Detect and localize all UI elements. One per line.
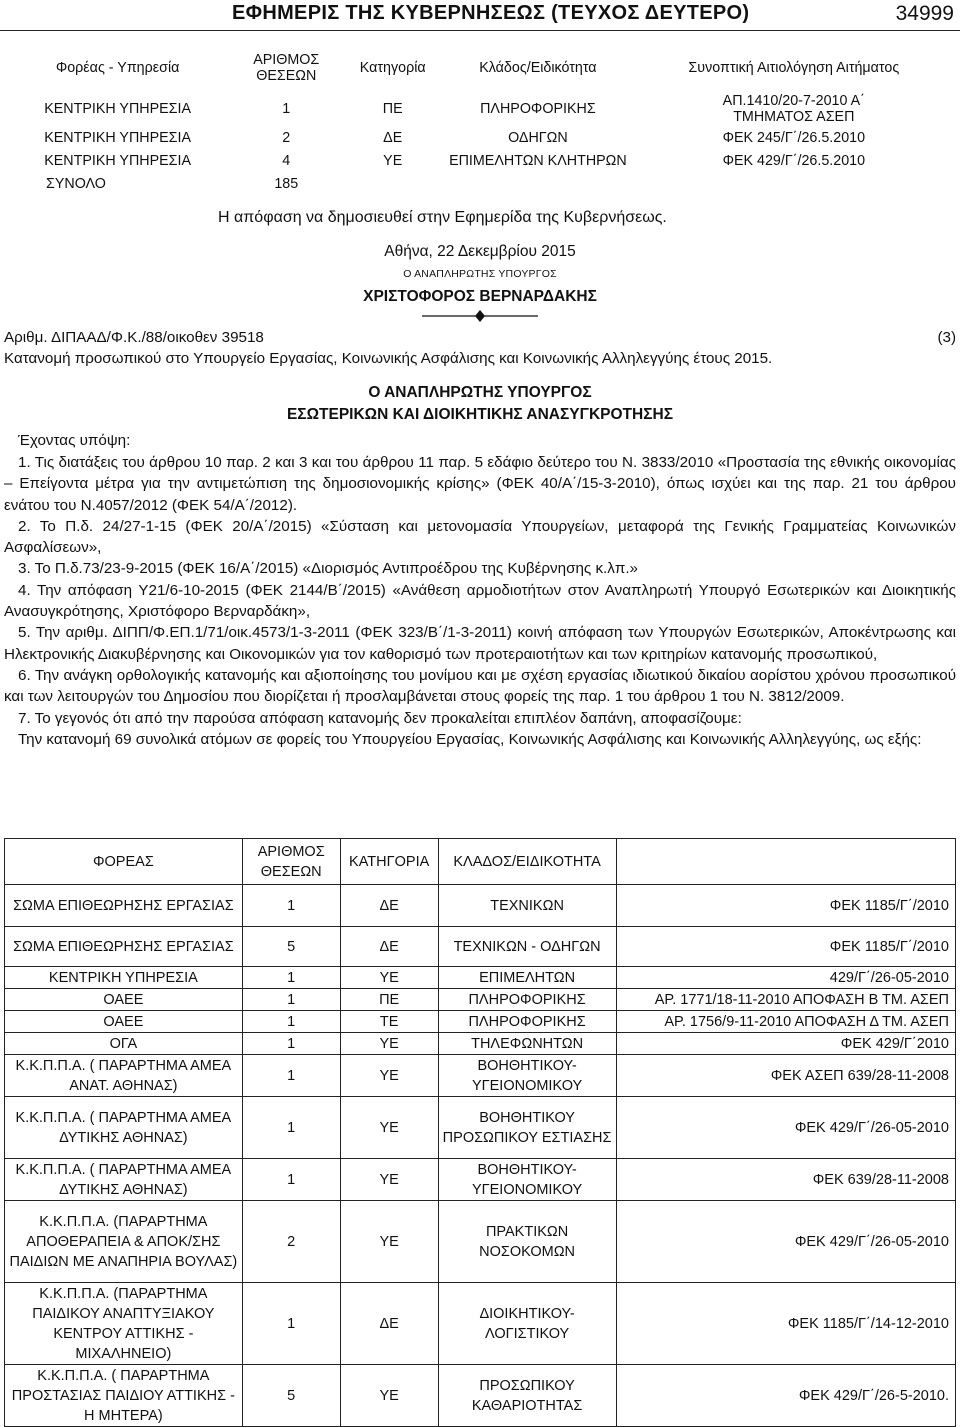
table-total-row bbox=[4, 172, 956, 195]
decision-subject: Κατανομή προσωπικού στο Υπουργείο Εργασίας, Κοινωνικής Ασφάλισης και Κοινωνικής Αλληλεγγύης έτους 2015. bbox=[4, 350, 773, 367]
table-cell: ΤΕΧΝΙΚΩΝ - ΟΔΗΓΩΝ bbox=[438, 927, 616, 967]
table-cell: ΦΕΚ 1185/Γ΄/2010 bbox=[616, 885, 955, 927]
paragraph: 3. Το Π.δ.73/23-9-2015 (ΦΕΚ 16/Α΄/2015) «Διορισμός Αντιπροέδρου της Κυβέρνησης κ.λπ.» bbox=[18, 560, 638, 578]
table-row bbox=[5, 1159, 956, 1201]
table-cell: ΔΕ bbox=[340, 885, 438, 927]
column-header: ΦΟΡΕΑΣ bbox=[5, 839, 243, 885]
table-cell: 4 bbox=[282, 152, 291, 169]
authority-line-1: Ο ΑΝΑΠΛΗΡΩΤΗΣ ΥΠΟΥΡΓΟΣ bbox=[368, 384, 592, 401]
paragraph: 5. Την αριθμ. ΔΙΠΠ/Φ.ΕΠ.1/71/οικ.4573/1-3-2011 (ΦΕΚ 323/Β΄/1-3-2011) κοινή απόφαση των Υπουργών Εσωτερικών, Αποκέντρωσης και Ηλεκτρονικής Διακυβέρνησης και Οικονομικών για τον καθορισμό των προτεραιοτήτων και των κριτηρίων κατανομής προσωπικού, bbox=[4, 624, 956, 663]
decision-reference bbox=[4, 327, 956, 348]
table-cell: 1 bbox=[242, 1055, 340, 1097]
table-cell: ΥΕ bbox=[340, 1055, 438, 1097]
table-header-row bbox=[5, 839, 956, 885]
table-cell: ΚΕΝΤΡΙΚΗ ΥΠΗΡΕΣΙΑ bbox=[44, 101, 192, 117]
table-cell: ΟΓΑ bbox=[5, 1033, 243, 1055]
column-header: Κατηγορία bbox=[359, 60, 426, 76]
column-header: Φορέας - Υπηρεσία bbox=[55, 60, 180, 76]
table-cell: ΦΕΚ 639/28-11-2008 bbox=[616, 1159, 955, 1201]
table-cell: 429/Γ΄/26-05-2010 bbox=[616, 967, 955, 989]
table-cell: 5 bbox=[242, 927, 340, 967]
table-cell: Κ.Κ.Π.Π.Α. ( ΠΑΡΑΡΤΗΜΑ ΑΜΕΑ ΑΝΑΤ. ΑΘΗΝΑΣ) bbox=[5, 1055, 243, 1097]
table-cell: ΚΕΝΤΡΙΚΗ ΥΠΗΡΕΣΙΑ bbox=[44, 152, 192, 169]
paragraph: 4. Την απόφαση Υ21/6-10-2015 (ΦΕΚ 2144/Β΄/2015) «Ανάθεση αρμοδιοτήτων στον Αναπληρωτή Υπουργό Εσωτερικών και Διοικητικής Ανασυγκρότησης, Χριστόφορο Βερναρδάκη», bbox=[4, 581, 956, 621]
table-cell: ΤΗΛΕΦΩΝΗΤΩΝ bbox=[438, 1033, 616, 1055]
table-cell: ΦΕΚ 1185/Γ΄/14-12-2010 bbox=[616, 1283, 955, 1365]
allocation-table bbox=[4, 838, 956, 1427]
publication-note: Η απόφαση να δημοσιευθεί στην Εφημερίδα της Κυβερνήσεως. bbox=[218, 209, 667, 226]
table-cell: ΔΕ bbox=[340, 927, 438, 967]
table-cell: ΠΡΑΚΤΙΚΩΝ ΝΟΣΟΚΟΜΩΝ bbox=[438, 1201, 616, 1283]
table-cell: ΔΕ bbox=[383, 129, 403, 146]
table-cell: ΥΕ bbox=[340, 1365, 438, 1427]
table-cell: ΑΡ. 1771/18-11-2010 ΑΠΟΦΑΣΗ Β ΤΜ. ΑΣΕΠ bbox=[616, 989, 955, 1011]
table-cell: ΥΕ bbox=[340, 1033, 438, 1055]
total-value: 185 bbox=[274, 175, 299, 192]
table-cell: ΦΕΚ 429/Γ΄/26-05-2010 bbox=[616, 1201, 955, 1283]
table-cell: ΔΕ bbox=[340, 1283, 438, 1365]
table-cell: ΦΕΚ 1185/Γ΄/2010 bbox=[616, 927, 955, 967]
column-header: ΚΑΤΗΓΟΡΙΑ bbox=[340, 839, 438, 885]
table-cell: 1 bbox=[242, 967, 340, 989]
table-cell: ΥΕ bbox=[340, 967, 438, 989]
signature-place-date: Αθήνα, 22 Δεκεμβρίου 2015 bbox=[384, 243, 576, 260]
table-row bbox=[5, 967, 956, 989]
table-row bbox=[5, 1011, 956, 1033]
table-cell: Κ.Κ.Π.Π.Α. ( ΠΑΡΑΡΤΗΜΑ ΑΜΕΑ ΔΥΤΙΚΗΣ ΑΘΗΝΑΣ) bbox=[5, 1097, 243, 1159]
authority-line-2: ΕΣΩΤΕΡΙΚΩΝ ΚΑΙ ΔΙΟΙΚΗΤΙΚΗΣ ΑΝΑΣΥΓΚΡΟΤΗΣΗΣ bbox=[286, 406, 674, 423]
gazette-title: ΕΦΗΜΕΡΙΣ ΤΗΣ ΚΥΒΕΡΝΗΣΕΩΣ (ΤΕΥΧΟΣ ΔΕΥΤΕΡΟ) bbox=[232, 2, 750, 24]
table-cell: ΔΙΟΙΚΗΤΙΚΟΥ- ΛΟΓΙΣΤΙΚΟΥ bbox=[438, 1283, 616, 1365]
table-cell: ΦΕΚ 429/Γ΄/26-05-2010 bbox=[616, 1097, 955, 1159]
table-cell: ΠΡΟΣΩΠΙΚΟΥ ΚΑΘΑΡΙΟΤΗΤΑΣ bbox=[438, 1365, 616, 1427]
table-cell: 2 bbox=[282, 129, 291, 146]
table-cell: ΠΛΗΡΟΦΟΡΙΚΗΣ bbox=[480, 101, 596, 117]
table-cell: 1 bbox=[242, 885, 340, 927]
column-header bbox=[616, 839, 955, 885]
table-cell: ΠΕ bbox=[382, 101, 403, 117]
table-cell: ΥΕ bbox=[340, 1097, 438, 1159]
table-row bbox=[5, 1283, 956, 1365]
table-cell: 1 bbox=[242, 1011, 340, 1033]
table-cell: 1 bbox=[242, 1097, 340, 1159]
table-row bbox=[5, 1033, 956, 1055]
table-cell: Κ.Κ.Π.Π.Α. (ΠΑΡΑΡΤΗΜΑ ΠΑΙΔΙΚΟΥ ΑΝΑΠΤΥΞΙΑΚΟΥ ΚΕΝΤΡΟΥ ΑΤΤΙΚΗΣ - ΜΙΧΑΛΗΝΕΙΟ) bbox=[5, 1283, 243, 1365]
table-cell: ΒΟΗΘΗΤΙΚΟΥ- ΥΓΕΙΟΝΟΜΙΚΟΥ bbox=[438, 1055, 616, 1097]
paragraph: 7. Το γεγονός ότι από την παρούσα απόφαση κατανομής δεν προκαλείται επιπλέον δαπάνη, αποφασίζουμε: bbox=[18, 709, 742, 727]
table-row bbox=[5, 1097, 956, 1159]
table-row bbox=[5, 1201, 956, 1283]
paragraph: 2. Το Π.δ. 24/27-1-15 (ΦΕΚ 20/Α΄/2015) «Σύσταση και μετονομασία Υπουργείων, μεταφορά της Γενικής Γραμματείας Κοινωνικών Ασφαλίσεων», bbox=[4, 517, 956, 557]
table-cell: ΠΛΗΡΟΦΟΡΙΚΗΣ bbox=[438, 1011, 616, 1033]
table-cell: ΣΩΜΑ ΕΠΙΘΕΩΡΗΣΗΣ ΕΡΓΑΣΙΑΣ bbox=[5, 927, 243, 967]
considering-heading: Έχοντας υπόψη: bbox=[18, 432, 131, 449]
table-cell: ΦΕΚ 429/Γ΄2010 bbox=[616, 1033, 955, 1055]
table-cell: Κ.Κ.Π.Π.Α. ( ΠΑΡΑΡΤΗΜΑ ΠΡΟΣΤΑΣΙΑΣ ΠΑΙΔΙΟΥ ΑΤΤΙΚΗΣ - Η ΜΗΤΕΡΑ) bbox=[5, 1365, 243, 1427]
table-row bbox=[4, 92, 956, 126]
table-row bbox=[5, 1365, 956, 1427]
table-row bbox=[5, 989, 956, 1011]
table-cell: Κ.Κ.Π.Π.Α. (ΠΑΡΑΡΤΗΜΑ ΑΠΟΘΕΡΑΠΕΙΑ & ΑΠΟΚ/ΣΗΣ ΠΑΙΔΙΩΝ ΜΕ ΑΝΑΠΗΡΙΑ ΒΟΥΛΑΣ) bbox=[5, 1201, 243, 1283]
table-cell: ΠΛΗΡΟΦΟΡΙΚΗΣ bbox=[438, 989, 616, 1011]
separator-ornament bbox=[422, 309, 538, 323]
table-cell: 1 bbox=[242, 989, 340, 1011]
column-header: Συνοπτική Αιτιολόγηση Αιτήματος bbox=[688, 60, 900, 76]
table-cell: ΚΕΝΤΡΙΚΗ ΥΠΗΡΕΣΙΑ bbox=[44, 129, 192, 146]
table-cell: ΕΠΙΜΕΛΗΤΩΝ bbox=[438, 967, 616, 989]
allocation-intro: Την κατανομή 69 συνολικά ατόμων σε φορείς του Υπουργείου Εργασίας, Κοινωνικής Ασφάλισης και Κοινωνικής Αλληλεγγύης, ως εξής: bbox=[18, 730, 922, 748]
table-cell: ΕΠΙΜΕΛΗΤΩΝ ΚΛΗΤΗΡΩΝ bbox=[449, 152, 627, 169]
table-cell: ΤΕΧΝΙΚΩΝ bbox=[438, 885, 616, 927]
column-header: ΚΛΑΔΟΣ/ΕΙΔΙΚΟΤΗΤΑ bbox=[438, 839, 616, 885]
table-cell: 1 bbox=[242, 1283, 340, 1365]
table-cell: ΒΟΗΘΗΤΙΚΟΥ ΠΡΟΣΩΠΙΚΟΥ ΕΣΤΙΑΣΗΣ bbox=[438, 1097, 616, 1159]
column-header: ΑΡΙΘΜΟΣ ΘΕΣΕΩΝ bbox=[253, 52, 320, 84]
table-cell: ΑΡ. 1756/9-11-2010 ΑΠΟΦΑΣΗ Δ ΤΜ. ΑΣΕΠ bbox=[616, 1011, 955, 1033]
table-row bbox=[5, 1055, 956, 1097]
reference-number: Αριθμ. ΔΙΠΑΑΔ/Φ.Κ./88/οικοθεν 39518 bbox=[4, 329, 264, 346]
page-number: 34999 bbox=[895, 2, 954, 25]
table-cell: ΤΕ bbox=[340, 1011, 438, 1033]
column-header: Κλάδος/Ειδικότητα bbox=[479, 60, 597, 76]
table-cell: ΣΩΜΑ ΕΠΙΘΕΩΡΗΣΗΣ ΕΡΓΑΣΙΑΣ bbox=[5, 885, 243, 927]
table-cell: ΥΕ bbox=[383, 152, 403, 169]
table-cell: 1 bbox=[242, 1159, 340, 1201]
positions-table bbox=[4, 44, 956, 195]
table-cell: ΦΕΚ 245/Γ΄/26.5.2010 bbox=[722, 129, 866, 146]
table-cell: ΠΕ bbox=[340, 989, 438, 1011]
table-cell: ΒΟΗΘΗΤΙΚΟΥ- ΥΓΕΙΟΝΟΜΙΚΟΥ bbox=[438, 1159, 616, 1201]
table-cell: 1 bbox=[242, 1033, 340, 1055]
total-label: ΣΥΝΟΛΟ bbox=[46, 175, 106, 192]
paragraph: 6. Την ανάγκη ορθολογικής κατανομής και αξιοποίησης του μονίμου και με σχέση εργασίας ιδιωτικού δικαίου αορίστου χρόνου προσωπικού και των λειτουργών του Δημοσίου που διορίζεται ή προσλαμβάνεται στους φορείς της παρ. 1 του άρθρου 1 του Ν. 3812/2009. bbox=[4, 666, 956, 706]
table-cell: ΥΕ bbox=[340, 1159, 438, 1201]
table-cell: 2 bbox=[242, 1201, 340, 1283]
table-cell: ΦΕΚ 429/Γ΄/26-5-2010. bbox=[616, 1365, 955, 1427]
table-cell: ΟΑΕΕ bbox=[5, 1011, 243, 1033]
table-row bbox=[5, 927, 956, 967]
table-cell: ΑΠ.1410/20-7-2010 Α΄ ΤΜΗΜΑΤΟΣ ΑΣΕΠ bbox=[722, 93, 865, 125]
table-cell: ΦΕΚ 429/Γ΄/26.5.2010 bbox=[722, 152, 866, 169]
signature-role: Ο ΑΝΑΠΛΗΡΩΤΗΣ ΥΠΟΥΡΓΟΣ bbox=[403, 268, 557, 280]
table-cell: ΟΔΗΓΩΝ bbox=[508, 129, 568, 146]
column-header: ΑΡΙΘΜΟΣ ΘΕΣΕΩΝ bbox=[242, 839, 340, 885]
reference-index: (3) bbox=[937, 329, 956, 346]
decision-paragraphs bbox=[4, 452, 956, 750]
table-cell: ΦΕΚ ΑΣΕΠ 639/28-11-2008 bbox=[616, 1055, 955, 1097]
table-cell: 1 bbox=[282, 101, 291, 117]
signature-name: ΧΡΙΣΤΟΦΟΡΟΣ ΒΕΡΝΑΡΔΑΚΗΣ bbox=[363, 288, 597, 305]
table-header-row bbox=[4, 44, 956, 92]
table-cell: 5 bbox=[242, 1365, 340, 1427]
table-cell: ΚΕΝΤΡΙΚΗ ΥΠΗΡΕΣΙΑ bbox=[5, 967, 243, 989]
table-cell: ΥΕ bbox=[340, 1201, 438, 1283]
paragraph: 1. Τις διατάξεις του άρθρου 10 παρ. 2 και 3 και του άρθρου 11 παρ. 5 εδάφιο δεύτερο του Ν. 3833/2010 «Προστασία της εθνικής οικονομίας – Επείγοντα μέτρα για την αντιμετώπιση της δημοσιονομικής κρίσης» (ΦΕΚ 40/Α΄/15-3-2010), όπως ισχύει και της παρ. 21 του άρθρου ενάτου του Ν.4057/2012 (ΦΕΚ 54/Α΄/2012). bbox=[4, 454, 956, 514]
table-cell: Κ.Κ.Π.Π.Α. ( ΠΑΡΑΡΤΗΜΑ ΑΜΕΑ ΔΥΤΙΚΗΣ ΑΘΗΝΑΣ) bbox=[5, 1159, 243, 1201]
page-header bbox=[0, 0, 960, 31]
table-row bbox=[5, 885, 956, 927]
table-cell: ΟΑΕΕ bbox=[5, 989, 243, 1011]
table-row bbox=[4, 149, 956, 172]
table-row bbox=[4, 126, 956, 149]
